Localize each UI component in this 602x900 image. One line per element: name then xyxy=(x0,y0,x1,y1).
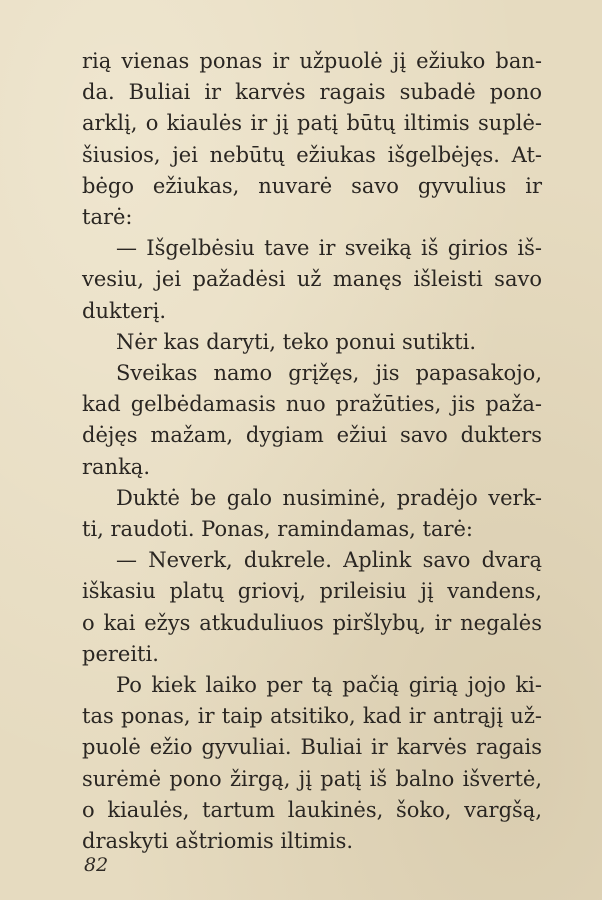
text-line: — Išgelbėsiu tave ir sveiką iš girios iš- xyxy=(116,236,542,261)
text-line: tas ponas, ir taip atsitiko, kad ir antrąjį už- xyxy=(82,704,542,729)
text-line: tarė: xyxy=(82,205,133,230)
text-line: ti, raudoti. Ponas, ramindamas, tarė: xyxy=(82,517,474,542)
page-text xyxy=(82,46,542,857)
text-line: bėgo ežiukas, nuvarė savo gyvulius ir xyxy=(82,173,542,198)
text-line: dukterį. xyxy=(82,298,166,323)
text-line: vesiu, jei pažadėsi už manęs išleisti savo xyxy=(82,267,542,292)
text-line: o kiaulės, tartum laukinės, šoko, vargšą, xyxy=(82,797,542,822)
text-line: — Neverk, dukrele. Aplink savo dvarą xyxy=(116,548,542,573)
text-line: Sveikas namo grįžęs, jis papasakojo, xyxy=(116,361,542,386)
text-line: Nėr kas daryti, teko ponui sutikti. xyxy=(116,329,477,354)
text-line: dėjęs mažam, dygiam ežiui savo dukters xyxy=(82,423,542,448)
text-line: šiusios, jei nebūtų ežiukas išgelbėjęs. At- xyxy=(82,142,542,167)
text-line: surėmė pono žirgą, jį patį iš balno išvertė, xyxy=(82,766,542,791)
page-number: 82 xyxy=(84,854,109,876)
text-line: puolė ežio gyvuliai. Buliai ir karvės ragais xyxy=(82,735,542,760)
text-line: kad gelbėdamasis nuo pražūties, jis paža- xyxy=(82,392,542,417)
text-line: iškasiu platų griovį, prileisiu jį vandens, xyxy=(82,579,542,604)
text-line: Po kiek laiko per tą pačią girią jojo ki- xyxy=(116,673,542,698)
text-line: draskyti aštriomis iltimis. xyxy=(82,829,354,854)
text-line: o kai ežys atkudulіuos piršlybų, ir negalės xyxy=(82,610,542,635)
text-line: rią vienas ponas ir užpuolė jį ežiuko ban- xyxy=(82,49,542,73)
text-line: da. Buliai ir karvės ragais subadė pono xyxy=(82,80,542,105)
text-line: pereiti. xyxy=(82,641,159,666)
text-line: arklį, o kiaulės ir jį patį būtų iltimis suplė- xyxy=(82,111,542,136)
text-line: ranką. xyxy=(82,454,151,479)
text-line: Duktė be galo nusiminė, pradėjo verk- xyxy=(116,485,542,510)
